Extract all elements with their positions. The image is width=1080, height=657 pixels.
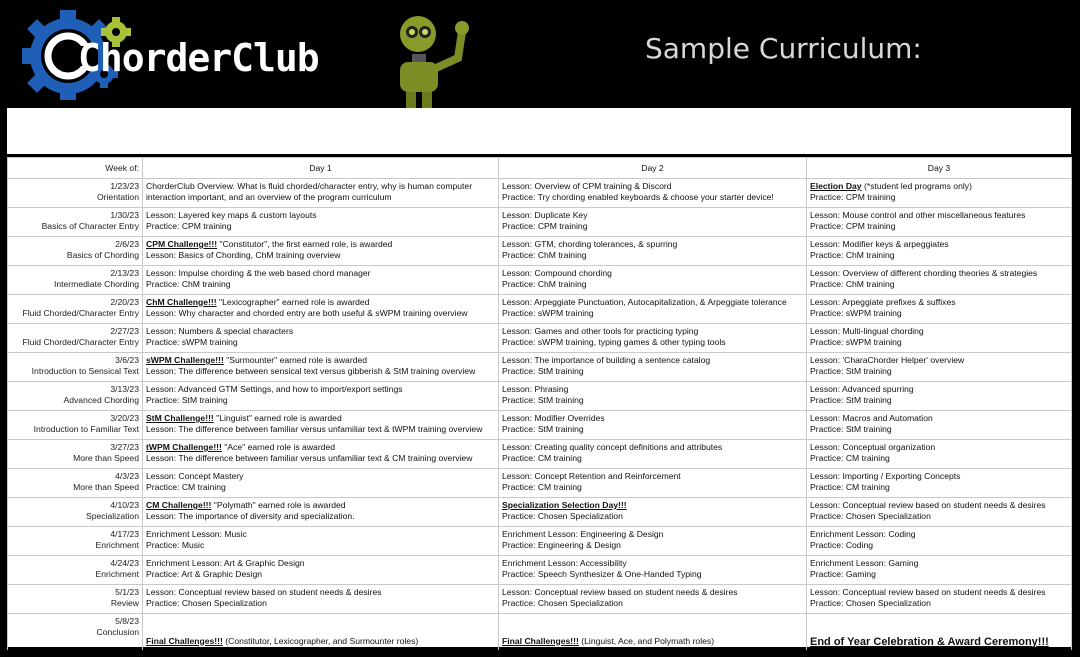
cell-line-1 bbox=[146, 210, 495, 221]
day2-cell bbox=[499, 179, 807, 208]
cell-text: Lesson: Arpeggiate prefixes & suffixes bbox=[810, 297, 956, 307]
cell-line-2: Practice: sWPM training, typing games & other typing tools bbox=[502, 336, 726, 347]
cell-text: Enrichment Lesson: Gaming bbox=[810, 558, 919, 568]
day2-cell bbox=[499, 498, 807, 527]
week-date: 3/13/23 bbox=[110, 384, 139, 394]
cell-line-1 bbox=[146, 413, 495, 424]
cell-line-1 bbox=[810, 442, 1068, 453]
week-cell bbox=[8, 440, 143, 469]
cell-line-2: Practice: StM training bbox=[146, 394, 228, 405]
table-row bbox=[8, 179, 1072, 208]
cell-line-1 bbox=[146, 326, 495, 337]
week-date: 1/23/23 bbox=[110, 181, 139, 191]
week-cell bbox=[8, 556, 143, 585]
cell-line-2: Practice: StM training bbox=[502, 365, 584, 376]
table-row bbox=[8, 440, 1072, 469]
highlight-text: End of Year Celebration & Award Ceremony!!! bbox=[810, 635, 1049, 648]
day3-cell bbox=[807, 469, 1072, 498]
day3-cell bbox=[807, 237, 1072, 266]
cell-line-2: Practice: Engineering & Design bbox=[502, 539, 621, 550]
week-cell bbox=[8, 266, 143, 295]
cell-line-2: Lesson: The difference between sensical text versus gibberish & StM training overview bbox=[146, 365, 476, 376]
cell-text: Lesson: Advanced GTM Settings, and how to import/export settings bbox=[146, 384, 403, 394]
week-cell bbox=[8, 498, 143, 527]
column-header-day3: Day 3 bbox=[807, 158, 1072, 179]
week-date: 5/8/23 bbox=[115, 616, 139, 626]
cell-line-1 bbox=[810, 355, 1068, 366]
day1-cell bbox=[143, 295, 499, 324]
week-topic: Fluid Chorded/Character Entry bbox=[22, 307, 139, 318]
cell-line-2: Practice: Speech Synthesizer & One-Handed Typing bbox=[502, 568, 702, 579]
week-topic: Conclusion bbox=[96, 626, 139, 637]
cell-text: Lesson: Concept Retention and Reinforcement bbox=[502, 471, 681, 481]
cell-text: Lesson: Modifier keys & arpeggiates bbox=[810, 239, 949, 249]
day3-cell bbox=[807, 498, 1072, 527]
table-row bbox=[8, 411, 1072, 440]
cell-line-2: Practice: sWPM training bbox=[502, 307, 594, 318]
cell-text: Lesson: Conceptual review based on student needs & desires bbox=[810, 500, 1046, 510]
cell-line-1 bbox=[146, 181, 495, 192]
day3-cell bbox=[807, 440, 1072, 469]
cell-line-1 bbox=[502, 529, 803, 540]
week-topic: Specialization bbox=[85, 510, 139, 521]
cell-text: Lesson: Macros and Automation bbox=[810, 413, 933, 423]
day3-cell bbox=[807, 295, 1072, 324]
day2-cell bbox=[499, 527, 807, 556]
cell-line-1 bbox=[502, 239, 803, 250]
cell-line-1 bbox=[146, 384, 495, 395]
week-date: 3/27/23 bbox=[110, 442, 139, 452]
cell-line-1 bbox=[502, 558, 803, 569]
cell-line-2: Practice: ChM training bbox=[810, 278, 895, 289]
cell-line-1 bbox=[810, 239, 1068, 250]
cell-line-2: Practice: Music bbox=[146, 539, 205, 550]
cell-line-1 bbox=[146, 500, 495, 511]
cell-text: Enrichment Lesson: Music bbox=[146, 529, 247, 539]
cell-line-1 bbox=[146, 442, 495, 453]
cell-line-1 bbox=[502, 297, 803, 308]
week-topic: Enrichment bbox=[95, 539, 139, 550]
table-row bbox=[8, 353, 1072, 382]
cell-line-2: Practice: sWPM training bbox=[810, 336, 902, 347]
week-topic: More than Speed bbox=[73, 452, 139, 463]
cell-line-1 bbox=[810, 297, 1068, 308]
table-row bbox=[8, 585, 1072, 614]
week-topic: Review bbox=[110, 597, 139, 608]
table-row-final bbox=[8, 614, 1072, 652]
highlight-text: Election Day bbox=[810, 181, 862, 191]
cell-line-2: Practice: Chosen Specialization bbox=[146, 597, 267, 608]
cell-line-1 bbox=[146, 471, 495, 482]
week-date: 2/13/23 bbox=[110, 268, 139, 278]
cell-line-1 bbox=[810, 326, 1068, 337]
cell-line-1 bbox=[502, 471, 803, 482]
week-date: 2/27/23 bbox=[110, 326, 139, 336]
highlight-text: CPM Challenge!!! bbox=[146, 239, 218, 249]
table-row bbox=[8, 527, 1072, 556]
day1-cell bbox=[143, 237, 499, 266]
cell-text: Lesson: Concept Mastery bbox=[146, 471, 244, 481]
cell-line-2: Practice: ChM training bbox=[502, 278, 587, 289]
day2-cell bbox=[499, 324, 807, 353]
cell-line-1 bbox=[146, 268, 495, 279]
cell-text: Lesson: Phrasing bbox=[502, 384, 569, 394]
cell-line-1 bbox=[810, 471, 1068, 482]
cell-text: "Constitutor", the first earned role, is awarded bbox=[217, 239, 393, 249]
highlight-text: CM Challenge!!! bbox=[146, 500, 212, 510]
cell-line-2: Lesson: The difference between familiar versus unfamiliar text & tWPM training overview bbox=[146, 423, 483, 434]
cell-text: Lesson: Layered key maps & custom layouts bbox=[146, 210, 317, 220]
day1-cell bbox=[143, 556, 499, 585]
week-date: 4/3/23 bbox=[115, 471, 139, 481]
cell-line-2: Practice: StM training bbox=[810, 423, 892, 434]
cell-line-2: Lesson: The difference between familiar versus unfamiliar text & CM training overview bbox=[146, 452, 473, 463]
cell-text: "Ace" earned role is awarded bbox=[221, 442, 336, 452]
cell-line-2: Practice: Chosen Specialization bbox=[810, 597, 931, 608]
cell-line-1 bbox=[810, 181, 1068, 192]
day3-cell bbox=[807, 324, 1072, 353]
cell-line-1 bbox=[810, 268, 1068, 279]
week-cell bbox=[8, 527, 143, 556]
cell-text: (*student led programs only) bbox=[861, 181, 972, 191]
cell-text: Lesson: Games and other tools for practicing typing bbox=[502, 326, 699, 336]
day1-cell bbox=[143, 382, 499, 411]
week-date: 5/1/23 bbox=[115, 587, 139, 597]
cell-line-1 bbox=[146, 297, 495, 308]
week-cell bbox=[8, 353, 143, 382]
table-row bbox=[8, 266, 1072, 295]
column-header-day2: Day 2 bbox=[499, 158, 807, 179]
cell-text: Lesson: Overview of CPM training & Discord bbox=[502, 181, 672, 191]
blank-header-area bbox=[7, 108, 1071, 157]
week-cell bbox=[8, 469, 143, 498]
cell-text: Lesson: Duplicate Key bbox=[502, 210, 588, 220]
cell-line-1 bbox=[810, 210, 1068, 221]
day2-cell bbox=[499, 411, 807, 440]
cell-line-2: interaction important, and an overview of the program curriculum bbox=[146, 191, 392, 202]
week-date: 2/20/23 bbox=[110, 297, 139, 307]
curriculum-sheet bbox=[7, 108, 1071, 647]
cell-line-1 bbox=[146, 529, 495, 540]
cell-text: Lesson: 'CharaChorder Helper' overview bbox=[810, 355, 965, 365]
cell-text: Enrichment Lesson: Engineering & Design bbox=[502, 529, 664, 539]
cell-line-2: Practice: ChM training bbox=[810, 249, 895, 260]
day2-cell bbox=[499, 585, 807, 614]
cell-text: Lesson: Conceptual review based on student needs & desires bbox=[502, 587, 738, 597]
cell-line-2: Practice: ChM training bbox=[146, 278, 231, 289]
cell-line-2: Lesson: Why character and chorded entry are both useful & sWPM training overview bbox=[146, 307, 468, 318]
day2-cell bbox=[499, 556, 807, 585]
day3-cell bbox=[807, 353, 1072, 382]
week-topic: More than Speed bbox=[73, 481, 139, 492]
cell-line-2: Practice: Chosen Specialization bbox=[502, 597, 623, 608]
week-date: 2/6/23 bbox=[115, 239, 139, 249]
week-cell bbox=[8, 208, 143, 237]
cell-line-1 bbox=[502, 355, 803, 366]
table-row bbox=[8, 498, 1072, 527]
cell-text: Lesson: Creating quality concept definitions and attributes bbox=[502, 442, 723, 452]
highlight-text: Final Challenges!!! bbox=[146, 635, 223, 646]
week-date: 4/10/23 bbox=[110, 500, 139, 510]
crash-test-dummy-mascot bbox=[392, 12, 482, 108]
cell-text: Enrichment Lesson: Coding bbox=[810, 529, 916, 539]
cell-line-2: Practice: sWPM training bbox=[146, 336, 238, 347]
cell-line-2: Practice: CM training bbox=[810, 481, 890, 492]
day3-cell bbox=[807, 179, 1072, 208]
cell-line-2: Practice: CM training bbox=[810, 452, 890, 463]
day1-cell bbox=[143, 498, 499, 527]
day2-cell bbox=[499, 353, 807, 382]
cell-text: Lesson: Impulse chording & the web based chord manager bbox=[146, 268, 371, 278]
cell-line-1 bbox=[502, 500, 803, 511]
day2-cell bbox=[499, 295, 807, 324]
week-cell bbox=[8, 324, 143, 353]
table-row bbox=[8, 469, 1072, 498]
cell-line-1 bbox=[502, 210, 803, 221]
day2-cell bbox=[499, 469, 807, 498]
highlight-text: Specialization Selection Day!!! bbox=[502, 500, 627, 510]
cell-line-1 bbox=[502, 587, 803, 598]
cell-text: "Polymath" earned role is awarded bbox=[211, 500, 346, 510]
cell-text: "Surmounter" earned role is awarded bbox=[223, 355, 368, 365]
cell-line-1 bbox=[810, 500, 1068, 511]
week-date: 4/17/23 bbox=[110, 529, 139, 539]
highlight-text: StM Challenge!!! bbox=[146, 413, 214, 423]
week-date: 3/20/23 bbox=[110, 413, 139, 423]
table-row bbox=[8, 382, 1072, 411]
cell-line-2: Practice: StM training bbox=[810, 394, 892, 405]
cell-line-2: Practice: ChM training bbox=[502, 249, 587, 260]
cell-line-2: Practice: CPM training bbox=[810, 191, 896, 202]
cell-text: Lesson: Arpeggiate Punctuation, Autocapitalization, & Arpeggiate tolerance bbox=[502, 297, 787, 307]
cell-line-2: Practice: Chosen Specialization bbox=[502, 510, 623, 521]
day1-cell bbox=[143, 614, 499, 652]
day3-cell bbox=[807, 556, 1072, 585]
cell-line-2: Practice: CPM training bbox=[146, 220, 232, 231]
day3-cell bbox=[807, 208, 1072, 237]
cell-text: Lesson: Conceptual review based on student needs & desires bbox=[146, 587, 382, 597]
cell-line-2: Practice: CM training bbox=[502, 481, 582, 492]
cell-text: Lesson: Overview of different chording theories & strategies bbox=[810, 268, 1038, 278]
table-row bbox=[8, 556, 1072, 585]
day2-cell bbox=[499, 440, 807, 469]
day1-cell bbox=[143, 324, 499, 353]
week-topic: Fluid Chorded/Character Entry bbox=[22, 336, 139, 347]
page-title: Sample Curriculum: bbox=[645, 32, 922, 65]
cell-text: ChorderClub Overview. What is fluid chorded/character entry, why is human computer bbox=[146, 181, 473, 191]
cell-line-1 bbox=[502, 413, 803, 424]
cell-text: "Lexicographer" earned role is awarded bbox=[216, 297, 370, 307]
cell-line-2: Practice: CM training bbox=[502, 452, 582, 463]
day1-cell bbox=[143, 469, 499, 498]
day2-cell bbox=[499, 237, 807, 266]
day3-cell bbox=[807, 411, 1072, 440]
cell-line-1 bbox=[146, 239, 495, 250]
cell-line-1 bbox=[810, 384, 1068, 395]
column-header-day1: Day 1 bbox=[143, 158, 499, 179]
week-topic: Introduction to Familiar Text bbox=[33, 423, 139, 434]
table-row bbox=[8, 208, 1072, 237]
cell-text: (Linguist, Ace, and Polymath roles) bbox=[578, 635, 715, 646]
cell-line-1 bbox=[810, 529, 1068, 540]
curriculum-table bbox=[7, 157, 1072, 652]
highlight-text: ChM Challenge!!! bbox=[146, 297, 217, 307]
week-date: 1/30/23 bbox=[110, 210, 139, 220]
day2-cell bbox=[499, 614, 807, 652]
cell-text: Lesson: Multi-lingual chording bbox=[810, 326, 924, 336]
table-header-row bbox=[8, 158, 1072, 179]
cell-line-2: Practice: CPM training bbox=[810, 220, 896, 231]
cell-text: Lesson: Numbers & special characters bbox=[146, 326, 294, 336]
cell-line-1 bbox=[502, 181, 803, 192]
cell-text: Lesson: GTM, chording tolerances, & spurring bbox=[502, 239, 678, 249]
cell-text: (Constitutor, Lexicographer, and Surmounter roles) bbox=[222, 635, 419, 646]
day1-cell bbox=[143, 353, 499, 382]
day3-cell bbox=[807, 382, 1072, 411]
cell-text: Lesson: Importing / Exporting Concepts bbox=[810, 471, 961, 481]
week-cell bbox=[8, 382, 143, 411]
cell-line-2: Practice: CPM training bbox=[502, 220, 588, 231]
cell-line-2: Lesson: The importance of diversity and specialization. bbox=[146, 510, 355, 521]
cell-text: Lesson: The importance of building a sentence catalog bbox=[502, 355, 711, 365]
week-topic: Orientation bbox=[96, 191, 139, 202]
week-topic: Advanced Chording bbox=[63, 394, 139, 405]
day3-cell bbox=[807, 266, 1072, 295]
cell-line-2: Practice: StM training bbox=[810, 365, 892, 376]
cell-text: Enrichment Lesson: Accessibility bbox=[502, 558, 627, 568]
week-cell bbox=[8, 411, 143, 440]
week-topic: Basics of Character Entry bbox=[41, 220, 139, 231]
day1-cell bbox=[143, 440, 499, 469]
week-cell bbox=[8, 179, 143, 208]
cell-text: Lesson: Compound chording bbox=[502, 268, 612, 278]
day3-cell bbox=[807, 614, 1072, 652]
cell-line-1 bbox=[502, 326, 803, 337]
week-topic: Introduction to Sensical Text bbox=[31, 365, 139, 376]
cell-line-1 bbox=[146, 587, 495, 598]
cell-line-1 bbox=[810, 587, 1068, 598]
day1-cell bbox=[143, 179, 499, 208]
table-row bbox=[8, 295, 1072, 324]
logo-text: ChorderClub bbox=[78, 36, 319, 80]
week-cell bbox=[8, 237, 143, 266]
day1-cell bbox=[143, 527, 499, 556]
day3-cell bbox=[807, 585, 1072, 614]
week-cell bbox=[8, 585, 143, 614]
cell-line-2: Practice: sWPM training bbox=[810, 307, 902, 318]
cell-line-1 bbox=[810, 558, 1068, 569]
cell-line-2: Practice: StM training bbox=[502, 394, 584, 405]
column-header-week: Week of: bbox=[8, 158, 143, 179]
cell-line-2: Practice: Chosen Specialization bbox=[810, 510, 931, 521]
cell-text: Lesson: Advanced spurring bbox=[810, 384, 914, 394]
highlight-text: sWPM Challenge!!! bbox=[146, 355, 224, 365]
day1-cell bbox=[143, 266, 499, 295]
week-topic: Enrichment bbox=[95, 568, 139, 579]
day2-cell bbox=[499, 382, 807, 411]
cell-text: Enrichment Lesson: Art & Graphic Design bbox=[146, 558, 305, 568]
week-date: 4/24/23 bbox=[110, 558, 139, 568]
cell-line-1 bbox=[810, 413, 1068, 424]
day2-cell bbox=[499, 266, 807, 295]
table-row bbox=[8, 324, 1072, 353]
week-cell bbox=[8, 614, 143, 652]
cell-line-2: Practice: Coding bbox=[810, 539, 874, 550]
cell-line-2: Practice: Gaming bbox=[810, 568, 876, 579]
cell-line-1 bbox=[146, 355, 495, 366]
day2-cell bbox=[499, 208, 807, 237]
week-topic: Basics of Chording bbox=[66, 249, 139, 260]
cell-line-1 bbox=[502, 268, 803, 279]
week-cell bbox=[8, 295, 143, 324]
highlight-text: tWPM Challenge!!! bbox=[146, 442, 222, 452]
cell-text: Lesson: Conceptual organization bbox=[810, 442, 936, 452]
cell-line-2: Lesson: Basics of Chording, ChM training overview bbox=[146, 249, 341, 260]
cell-text: "Linguist" earned role is awarded bbox=[213, 413, 342, 423]
cell-line-1 bbox=[502, 384, 803, 395]
cell-line-2: Practice: Try chording enabled keyboards & choose your starter device! bbox=[502, 191, 774, 202]
week-topic: Intermediate Chording bbox=[53, 278, 139, 289]
day1-cell bbox=[143, 208, 499, 237]
week-date: 3/6/23 bbox=[115, 355, 139, 365]
highlight-text: Final Challenges!!! bbox=[502, 635, 579, 646]
day1-cell bbox=[143, 411, 499, 440]
cell-text: Lesson: Modifier Overrides bbox=[502, 413, 605, 423]
cell-line-2: Practice: CM training bbox=[146, 481, 226, 492]
cell-line-1 bbox=[146, 558, 495, 569]
cell-line-2: Practice: StM training bbox=[502, 423, 584, 434]
cell-text: Lesson: Conceptual review based on student needs & desires bbox=[810, 587, 1046, 597]
day1-cell bbox=[143, 585, 499, 614]
table-row bbox=[8, 237, 1072, 266]
cell-line-1 bbox=[502, 442, 803, 453]
header-banner bbox=[0, 0, 1080, 108]
cell-line-2: Practice: Art & Graphic Design bbox=[146, 568, 263, 579]
cell-text: Lesson: Mouse control and other miscellaneous features bbox=[810, 210, 1026, 220]
day3-cell bbox=[807, 527, 1072, 556]
